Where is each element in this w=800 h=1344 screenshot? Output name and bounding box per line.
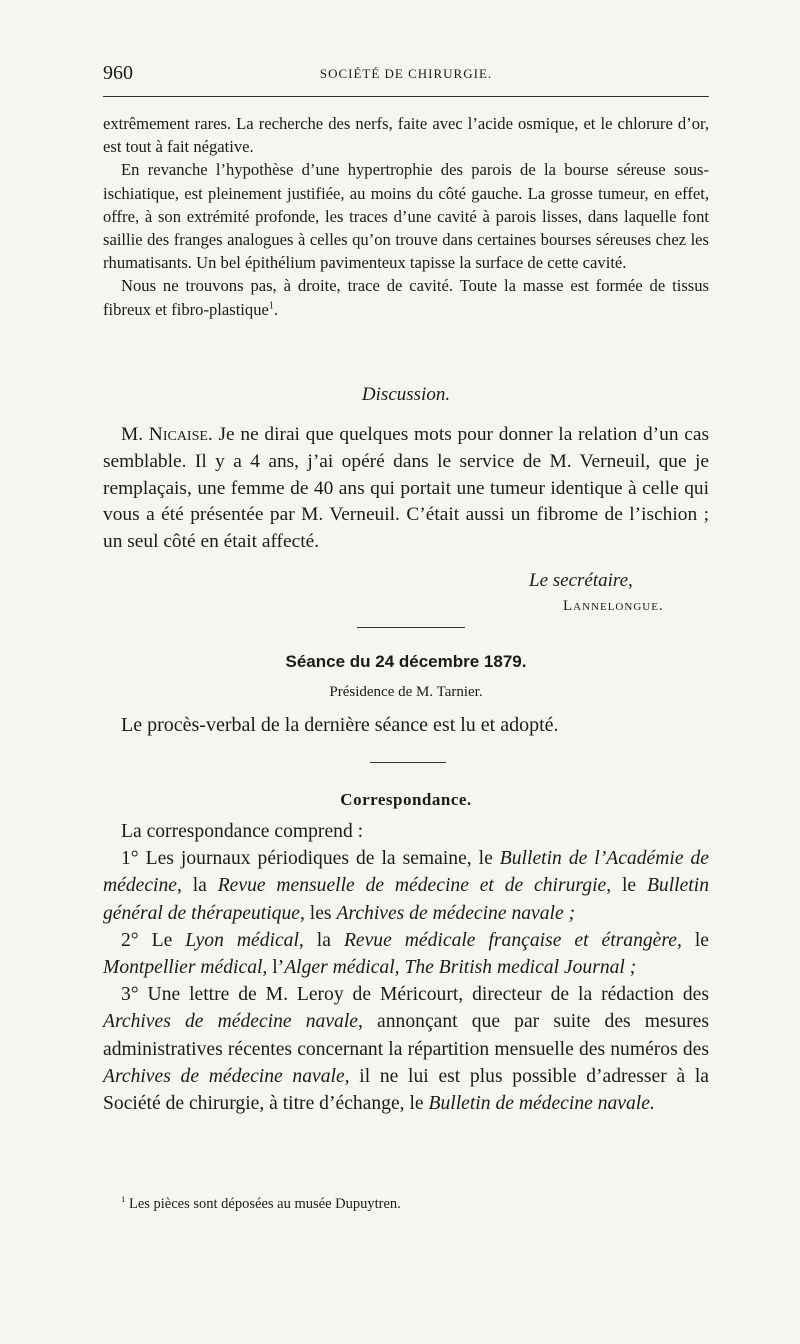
journal-title: Revue médicale française et étrangère, [343,929,682,951]
paragraph: En revanche l’hypothèse d’une hypertrophie des parois de la bourse séreuse sous-ischiatique, est pleinement justifiée, au moins du côté gauche. La grosse tumeur, en effet, offre, à son extrémité profonde, les traces d’une cavité à parois lisses, dans laquelle font saillie des franges analogues à celles qu’on trouve dans certaines bourses séreuses chez les rhumatisants. Un bel épithélium pavimenteux tapisse la surface de cette cavité. [103,160,709,273]
seance-title: Séance du 24 décembre 1879. [285,652,527,671]
journal-title: Bulletin de l’Académie de médecine [103,848,710,897]
journal-title: Archives de médecine navale, [103,1065,350,1087]
journal-title: The British medical Journal ; [404,957,637,979]
item-text: il ne lui est plus possible d’adresser à la Société de chirurgie, à titre d’échange, le [103,1065,709,1115]
paragraph [103,422,709,556]
item-text: Une lettre de M. Leroy de Méricourt, directeur de la rédaction des [147,984,709,1006]
discussion-heading: Discussion. [361,384,451,405]
item-text: , les [299,902,337,924]
section-rule [357,627,465,628]
journal-title: Archives de médecine navale ; [336,902,576,924]
journal-title: Alger médical, [284,957,400,979]
speech-text: Je ne dirai que quelques mots pour donner la relation d’un cas semblable. Il y a 4 ans, j’ai opéré dans le service de M. Verneuil, que je remplaçais, une femme de 40 ans qui portait une tumeur identique à celle qui vous a été présentée par M. Verneuil. C’était aussi un fibrome de l’ischion ; un seul côté en était affecté. [103,424,709,553]
correspondance-text [103,818,709,1117]
page-header [103,60,709,88]
paragraph: extrêmement rares. La recherche des nerfs, faite avec l’acide osmique, et le chlorure d’or, est tout à fait négative. [103,114,709,157]
paragraph: Nous ne trouvons pas, à droite, trace de cavité. Toute la masse est formée de tissus fibreux et fibro-plastique$^1$. [103,276,709,319]
discussion-text [103,422,709,556]
item-text: , annonçant que par suite des mesures administratives récentes concernant la répartition mensuelle des numéros des [103,1011,709,1060]
journal-title: Montpellier médical, [103,957,268,979]
list-item [103,981,709,1117]
journal-title: Bulletin général de thérapeutique [103,875,709,924]
item-text: le [681,929,710,951]
journal-title: Archives de médecine navale [103,1011,358,1033]
pathology-text [103,112,709,321]
footnote [121,1196,401,1213]
list-item [103,927,709,981]
item-text: , le [606,875,647,897]
item-text: , la [298,929,344,951]
item-text: Les journaux périodiques de la semaine, le [145,848,500,870]
speaker-name: M. Nicaise. [121,424,213,445]
presidence-line: Présidence de M. Tarnier. [329,684,483,700]
header-rule [103,96,709,97]
item-text: , la [176,875,218,897]
signature-name: Lannelongue. [563,598,664,614]
item-number: 2° [121,929,139,951]
item-number: 3° [121,984,139,1006]
journal-title: Revue mensuelle de médecine et de chirurgie [217,875,607,897]
running-head: SOCIÉTÉ DE CHIRURGIE. [319,66,493,81]
proces-verbal: Le procès-verbal de la dernière séance est lu et adopté. [121,714,559,736]
journal-title: Lyon médical [185,929,299,951]
footnote-number: 1 [121,1194,126,1205]
signature-title: Le secrétaire, [529,570,633,591]
item-number: 1° [121,848,139,870]
footnote-ref: 1 [268,300,274,312]
item-text: l’ [267,957,285,979]
correspondance-heading: Correspondance. [340,790,472,809]
section-rule [370,762,446,763]
paragraph-text: Nous ne trouvons pas, à droite, trace de cavité. Toute la masse est formée de tissus fibreux et fibro-plastique [103,276,709,319]
item-text: Le [151,929,186,951]
paragraph: La correspondance comprend : [121,821,364,842]
list-item [103,845,709,927]
footnote-text: Les pièces sont déposées au musée Dupuytren. [128,1196,401,1212]
page-number: 960 [103,62,133,84]
journal-title: Bulletin de médecine navale. [428,1093,655,1115]
